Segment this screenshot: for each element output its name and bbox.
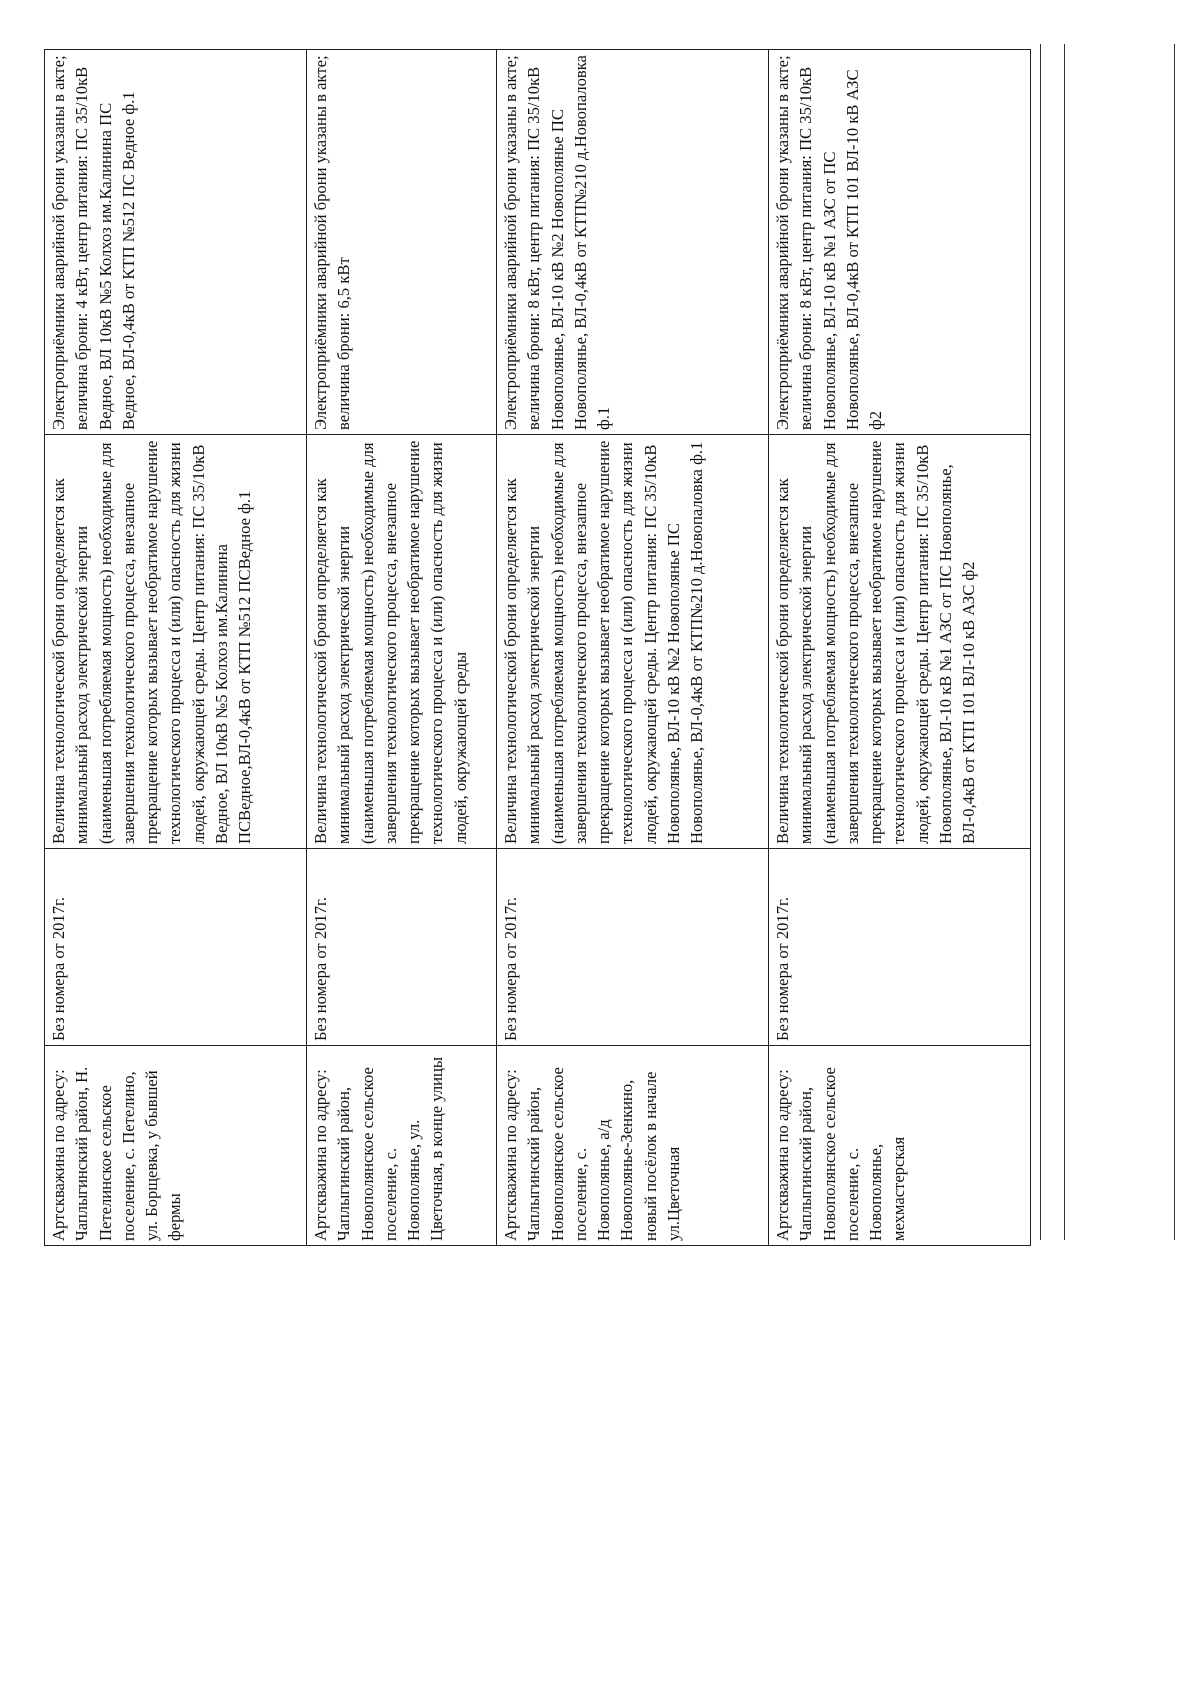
document-cell: Без номера от 2017г. bbox=[497, 849, 769, 1046]
table-row bbox=[497, 50, 769, 1246]
emergency-reservation-cell: Электроприёмники аварийной брони указаны в акте; величина брони: 6,5 кВт bbox=[307, 50, 497, 435]
rotated-table-wrapper bbox=[44, 50, 1030, 1246]
address-cell: Артскважина по адресу: Чаплыгинский район, Новополянское сельское поселение, с. Новополянье, мехмастерская bbox=[769, 1046, 1031, 1246]
table-row bbox=[307, 50, 497, 1246]
address-cell: Артскважина по адресу: Чаплыгинский район, Новополянское сельское поселение, с. Новополянье, ул. Цветочная, в конце улицы bbox=[307, 1046, 497, 1246]
blank-line bbox=[1064, 44, 1065, 1240]
technological-reservation-cell: Величина технологической брони определяется как минимальный расход электрической энергии (наименьшая потребляемая мощность) необходимые для завершения технологического процесса, внезапное прекращение которых вызывает необратимое нарушение технологического процесса и (или) опасность для жизни людей, окружающей среды. Центр питания: ПС 35/10кВ Ведное, ВЛ 10кВ №5 Колхоз им.Калинина ПСВедное,ВЛ-0,4кВ от КТП №512 ПСВедное ф.1 bbox=[45, 435, 307, 849]
emergency-reservation-cell: Электроприёмники аварийной брони указаны в акте; величина брони: 8 кВт, центр питания: ПС 35/10кВ Новополянье, ВЛ-10 кВ №1 АЗС от ПС Новополянье, ВЛ-0,4кВ от КТП 101 ВЛ-10 кВ АЗС ф2 bbox=[769, 50, 1031, 435]
technological-reservation-cell: Величина технологической брони определяется как минимальный расход электрической энергии (наименьшая потребляемая мощность) необходимые для завершения технологического процесса, внезапное прекращение которых вызывает необратимое нарушение технологического процесса и (или) опасность для жизни людей, окружающей среды. Центр питания: ПС 35/10кВ Новополянье, ВЛ-10 кВ №2 Новополянье ПС Новополянье, ВЛ-0,4кВ от КТП№210 д.Новопаловка ф.1 bbox=[497, 435, 769, 849]
emergency-reservation-cell: Электроприёмники аварийной брони указаны в акте; величина брони: 8 кВт, центр питания: ПС 35/10кВ Новополянье, ВЛ-10 кВ №2 Новополянье ПС Новополянье, ВЛ-0,4кВ от КТП№210 д.Новопаловка ф.1 bbox=[497, 50, 769, 435]
document-cell: Без номера от 2017г. bbox=[769, 849, 1031, 1046]
blank-line bbox=[1174, 44, 1175, 1240]
technological-reservation-cell: Величина технологической брони определяется как минимальный расход электрической энергии (наименьшая потребляемая мощность) необходимые для завершения технологического процесса, внезапное прекращение которых вызывает необратимое нарушение технологического процесса и (или) опасность для жизни людей, окружающей среды. Центр питания: ПС 35/10кВ Новополянье, ВЛ-10 кВ №1 АЗС от ПС Новополянье, ВЛ-0,4кВ от КТП 101 ВЛ-10 кВ АЗС ф2 bbox=[769, 435, 1031, 849]
emergency-reservation-cell: Электроприёмники аварийной брони указаны в акте; величина брони: 4 кВт, центр питания: ПС 35/10кВ Ведное, ВЛ 10кВ №5 Колхоз им.Калинина ПС Ведное, ВЛ-0,4кВ от КТП №512 ПС Ведное ф.1 bbox=[45, 50, 307, 435]
table-row bbox=[45, 50, 307, 1246]
address-cell: Артскважина по адресу: Чаплыгинский район, Н. Петелинское сельское поселение, с. Петелино, ул. Борщевка, у бывшей фермы bbox=[45, 1046, 307, 1246]
table-row bbox=[769, 50, 1031, 1246]
reservation-table bbox=[44, 49, 1031, 1246]
blank-line bbox=[1040, 44, 1041, 1240]
technological-reservation-cell: Величина технологической брони определяется как минимальный расход электрической энергии (наименьшая потребляемая мощность) необходимые для завершения технологического процесса, внезапное прекращение которых вызывает необратимое нарушение технологического процесса и (или) опасность для жизни людей, окружающей среды bbox=[307, 435, 497, 849]
document-cell: Без номера от 2017г. bbox=[307, 849, 497, 1046]
document-cell: Без номера от 2017г. bbox=[45, 849, 307, 1046]
address-cell: Артскважина по адресу: Чаплыгинский район, Новополянское сельское поселение, с. Новополянье, а/д Новополянье-Зенкино, новый посёлок в начале ул.Цветочная bbox=[497, 1046, 769, 1246]
